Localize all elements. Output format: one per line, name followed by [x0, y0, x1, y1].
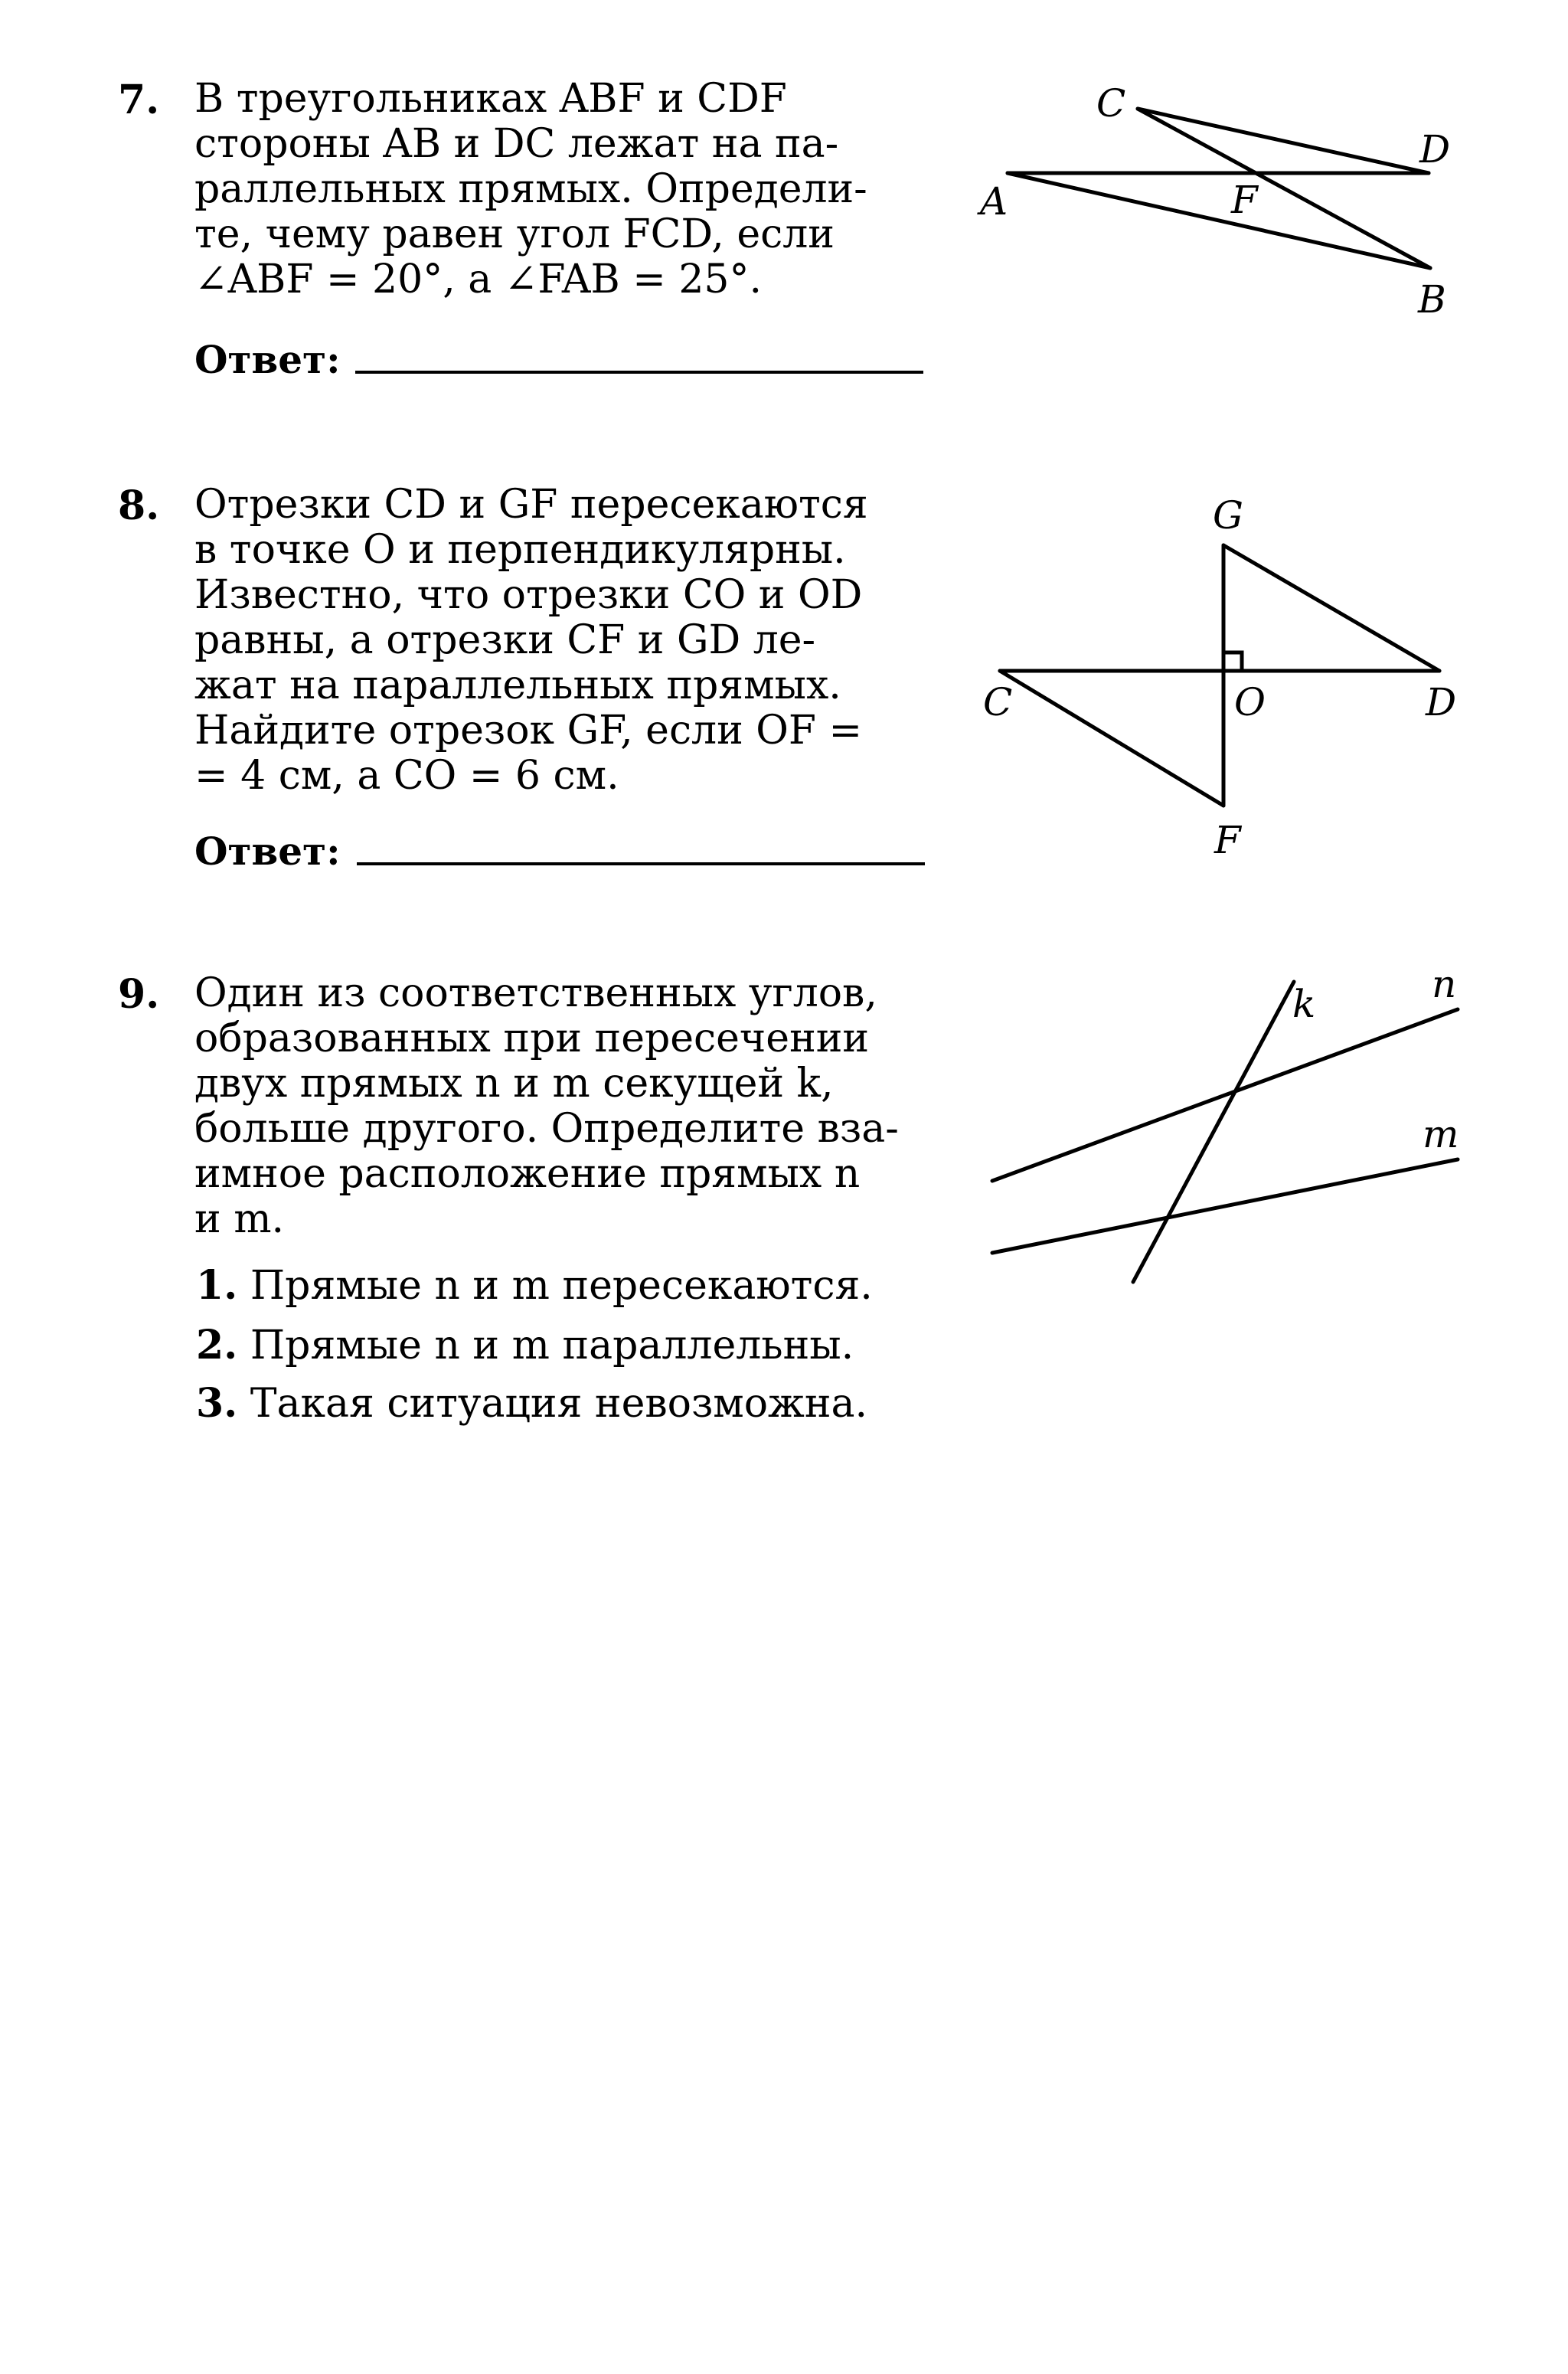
option-1[interactable] [196, 1262, 873, 1309]
figure-7 [980, 69, 1516, 345]
label-m: m [1423, 1112, 1459, 1156]
text-line: имное расположение прямых n [194, 1151, 861, 1197]
problem-text [194, 971, 934, 1242]
text-line: и m. [194, 1196, 285, 1242]
problem-number: 9. [118, 971, 160, 1018]
option-number: 2. [196, 1322, 238, 1368]
text-line: раллельных прямых. Определи- [194, 166, 867, 212]
option-2[interactable] [196, 1322, 854, 1368]
line-m [992, 1159, 1458, 1253]
label-c: C [983, 680, 1013, 724]
text-line: больше другого. Определите вза- [194, 1106, 899, 1152]
option-text: Прямые n и m параллельны. [250, 1323, 854, 1368]
option-number: 1. [196, 1262, 238, 1309]
text-line: двух прямых n и m секущей k, [194, 1061, 834, 1107]
segment-gd [1223, 545, 1439, 671]
problem-text [194, 482, 934, 799]
text-line: равны, а отрезки CF и GD ле- [194, 617, 816, 663]
text-line: Отрезки CD и GF пересекаются [194, 482, 868, 528]
option-3[interactable] [196, 1380, 867, 1427]
segment-cd [1138, 109, 1429, 173]
label-k: k [1292, 982, 1316, 1026]
text-line: образованных при пересечении [194, 1015, 870, 1061]
label-f: F [1231, 178, 1258, 222]
problem-number: 7. [118, 77, 160, 123]
option-text: Такая ситуация невозможна. [250, 1381, 868, 1427]
label-b: B [1418, 277, 1446, 322]
text-line: те, чему равен угол FCD, если [194, 211, 835, 257]
text-line: = 4 см, а CO = 6 см. [194, 753, 619, 799]
option-text: Прямые n и m пересекаются. [250, 1263, 873, 1309]
answer-label: Ответ: [194, 829, 341, 874]
answer-input-line[interactable] [355, 371, 923, 374]
answer-input-line[interactable] [357, 862, 925, 865]
problem-text [194, 77, 934, 302]
label-c: C [1096, 81, 1126, 126]
text-line: Найдите отрезок GF, если OF = [194, 708, 863, 754]
text-line: стороны AB и DC лежат на па- [194, 121, 839, 167]
label-o: O [1234, 680, 1266, 724]
line-k [1133, 982, 1294, 1282]
option-number: 3. [196, 1380, 238, 1427]
text-line: Известно, что отрезки CO и OD [194, 572, 863, 618]
answer-label: Ответ: [194, 337, 341, 382]
label-d: D [1419, 127, 1451, 172]
right-angle-mark [1223, 652, 1242, 671]
segment-cf [1000, 671, 1223, 806]
label-g: G [1213, 493, 1243, 538]
text-line: жат на параллельных прямых. [194, 662, 841, 708]
text-line: В треугольниках ABF и CDF [194, 76, 787, 122]
text-line: Один из соответственных углов, [194, 970, 877, 1016]
problem-number: 8. [118, 482, 160, 529]
label-a: A [980, 179, 1008, 224]
figure-8 [965, 475, 1516, 873]
figure-9 [972, 962, 1493, 1303]
text-line: ∠ABF = 20°, а ∠FAB = 25°. [194, 257, 763, 302]
line-n [992, 1009, 1458, 1181]
label-d: D [1426, 680, 1457, 724]
segment-cb [1138, 109, 1430, 268]
text-line: в точке O и перпендикулярны. [194, 527, 846, 573]
segment-ab [1008, 173, 1430, 268]
label-n: n [1432, 962, 1457, 1006]
label-f: F [1214, 818, 1241, 862]
